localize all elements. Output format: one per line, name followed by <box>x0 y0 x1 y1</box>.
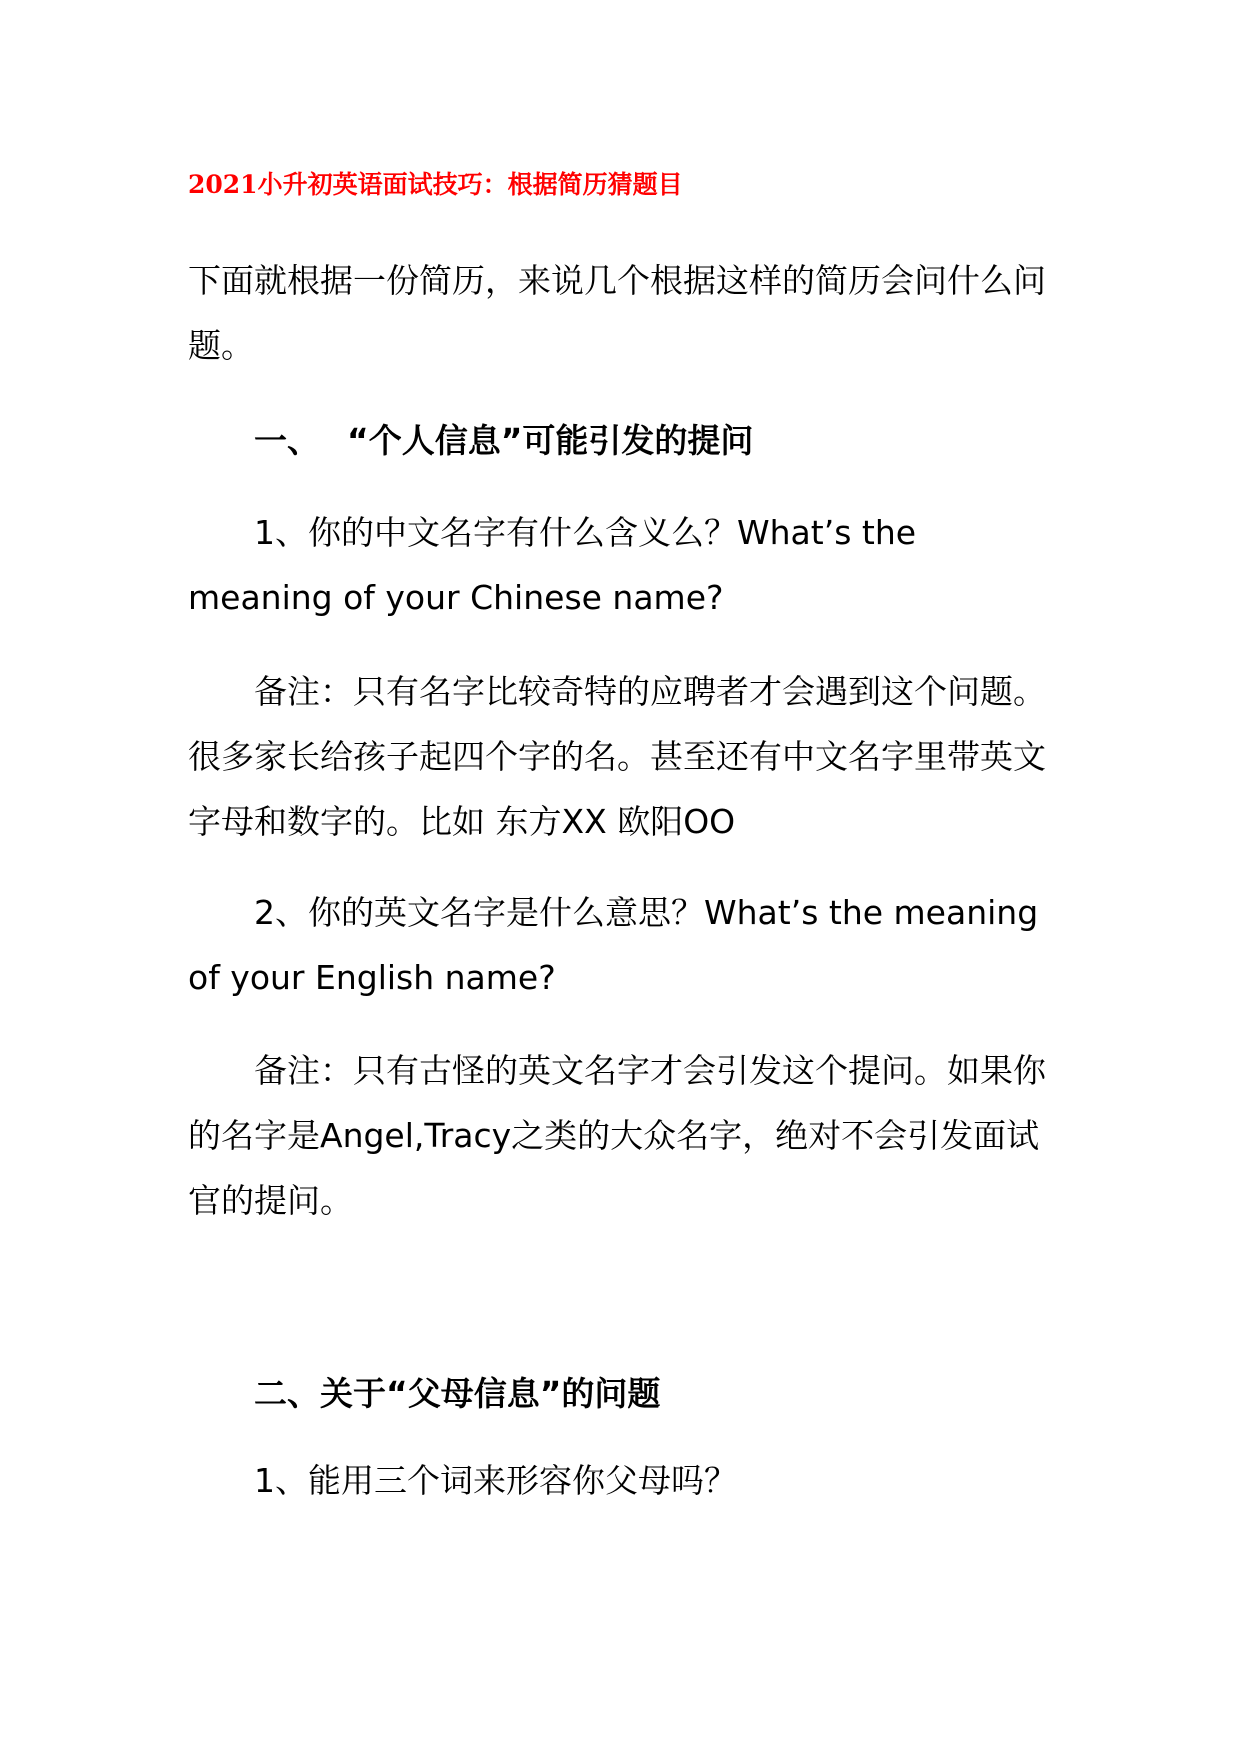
document-title: 2021小升初英语面试技巧：根据简历猜题目 <box>188 170 683 199</box>
section1-note-1: 备注：只有名字比较奇特的应聘者才会遇到这个问题。很多家长给孩子起四个字的名。甚至还有中文名字里带英文字母和数字的。比如 东方XX 欧阳OO <box>188 672 1046 841</box>
section1-heading <box>254 415 753 462</box>
section1-heading-text: “个人信息”可能引发的提问 <box>347 421 754 460</box>
section1-question-1: 1、你的中文名字有什么含义么？What’s the meaning of your Chinese name? <box>188 513 917 617</box>
intro-paragraph: 下面就根据一份简历，来说几个根据这样的简历会问什么问题。 <box>188 261 1046 365</box>
section1-number: 一、 <box>254 421 320 460</box>
section2-question-1: 1、能用三个词来形容你父母吗？ <box>254 1461 737 1500</box>
section2-heading: 二、关于“父母信息”的问题 <box>254 1374 661 1413</box>
section1-note-2: 备注：只有古怪的英文名字才会引发这个提问。如果你的名字是Angel,Tracy之类的大众名字，绝对不会引发面试官的提问。 <box>188 1051 1046 1220</box>
section1-question-2: 2、你的英文名字是什么意思？What’s the meaning of your English name? <box>188 893 1039 997</box>
